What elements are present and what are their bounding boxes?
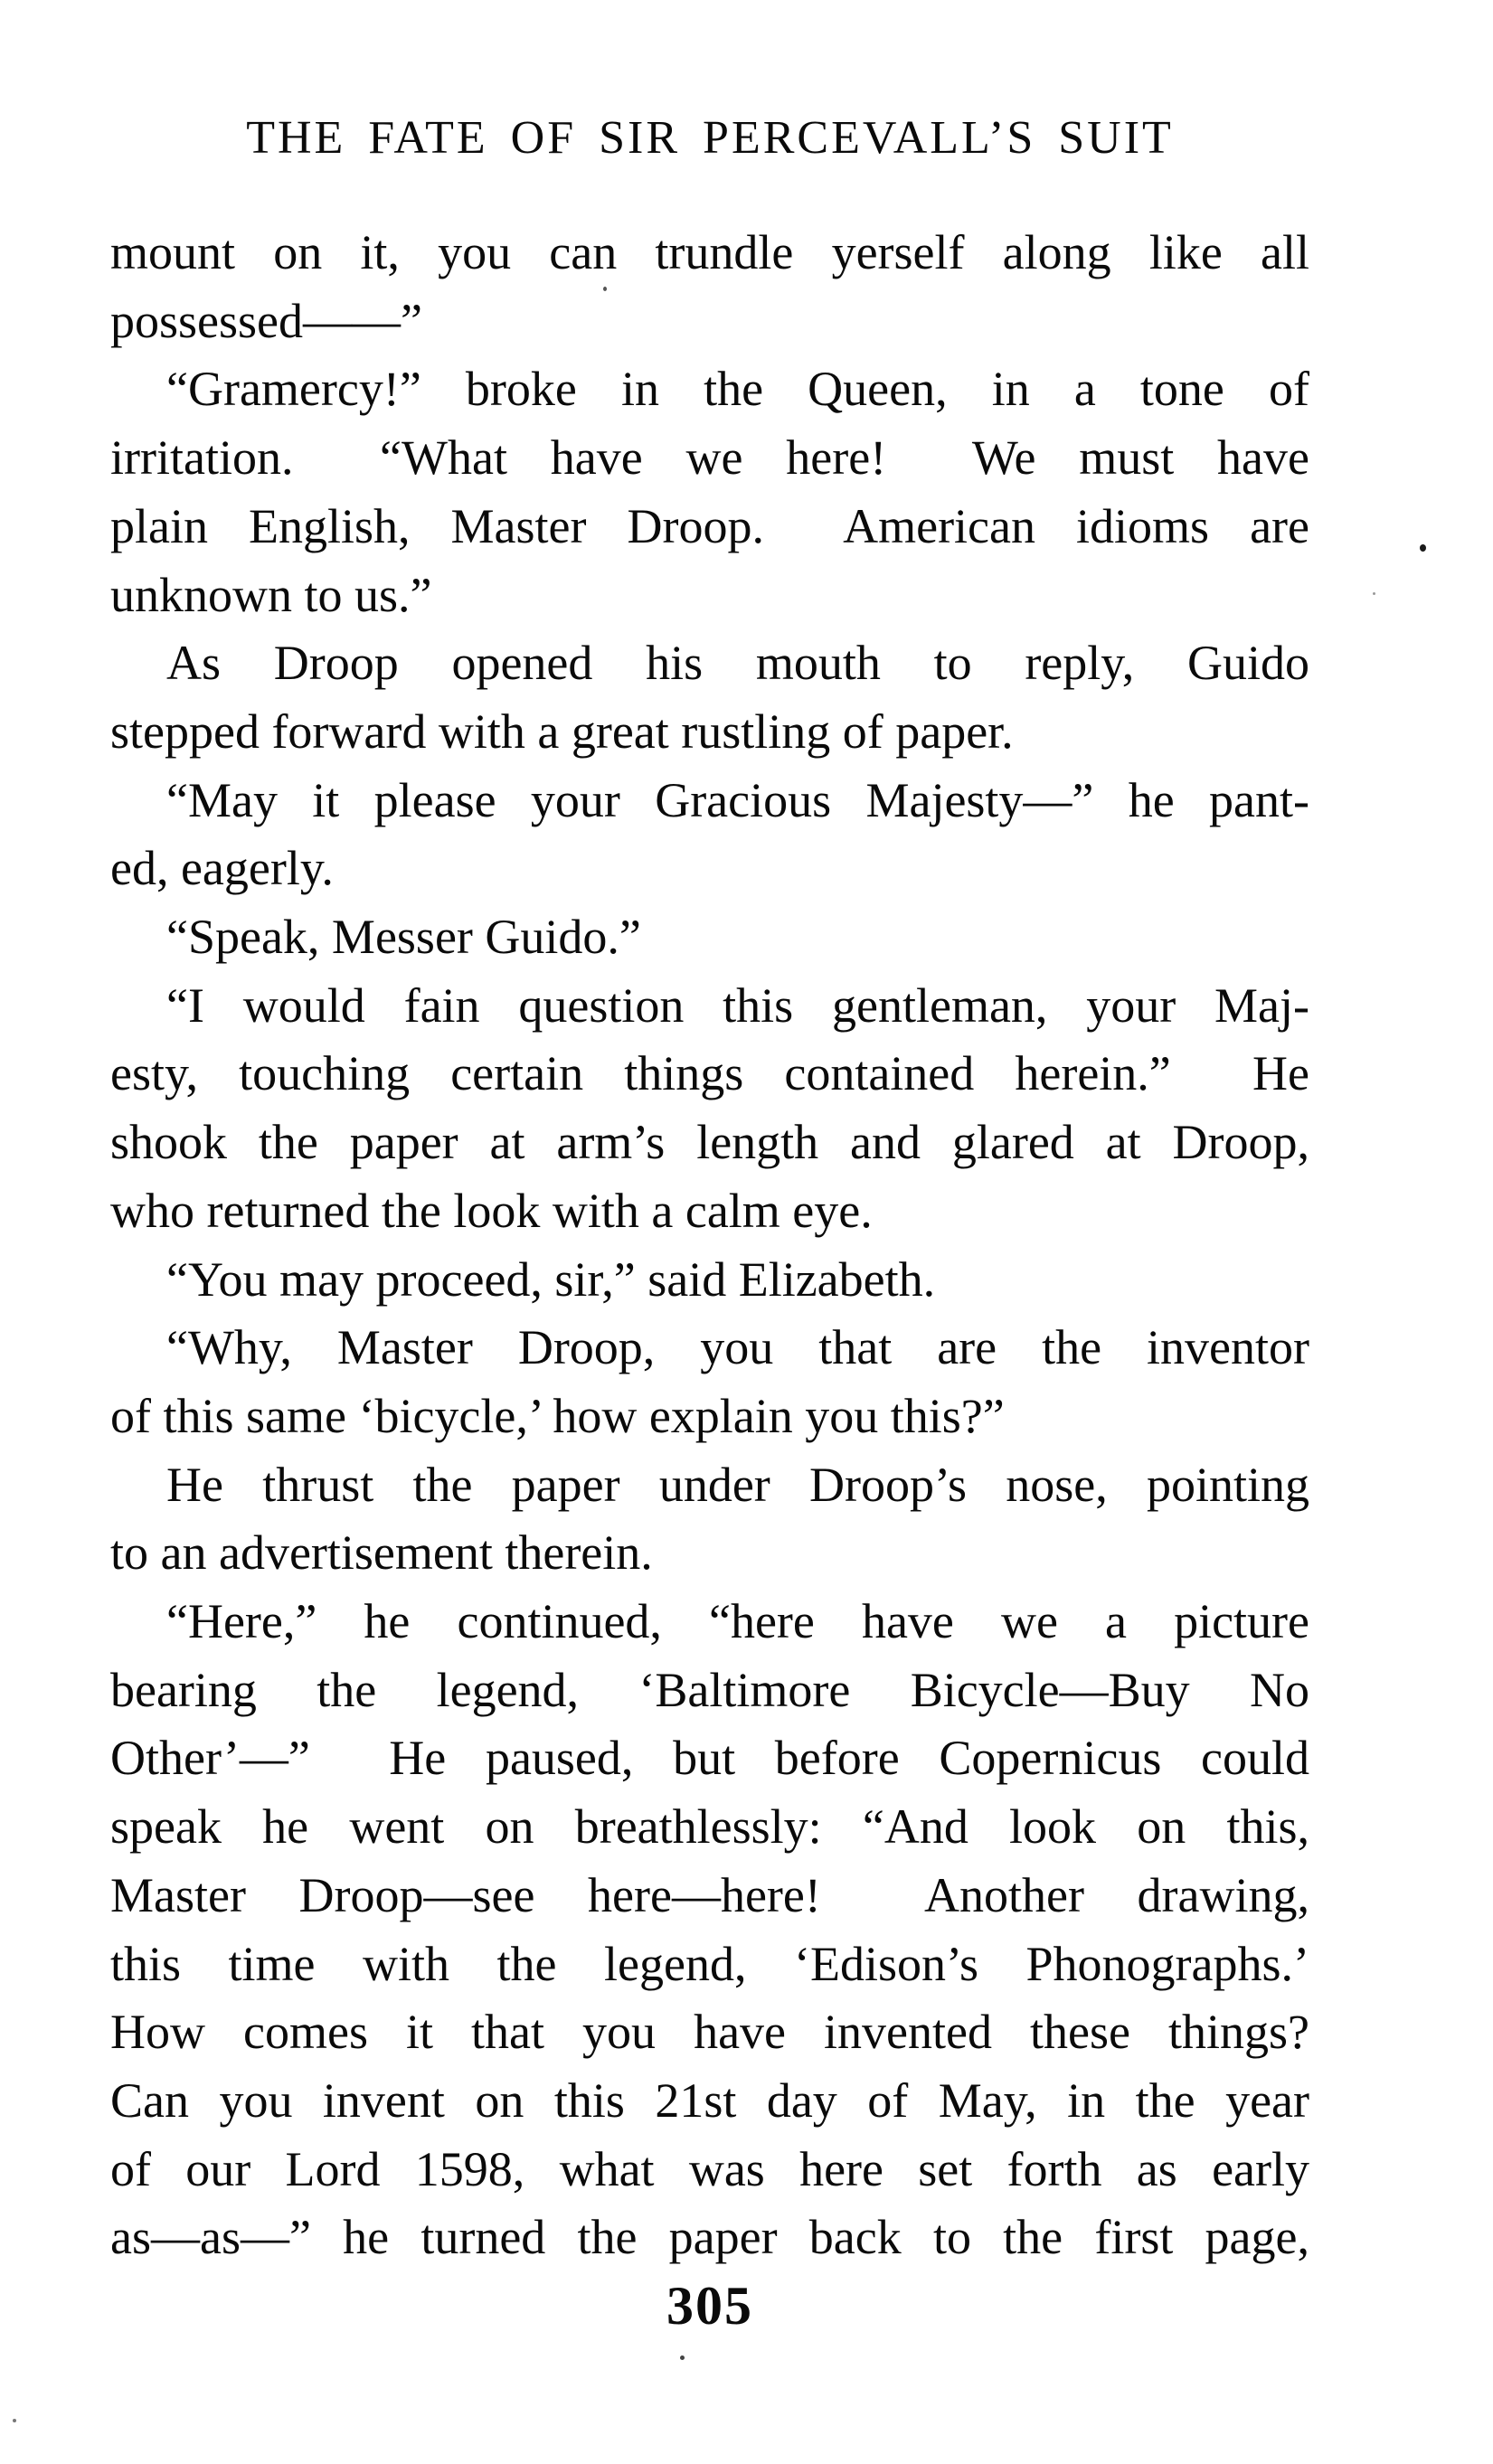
text-line: this time with the legend, ‘Edison’s Phonographs.’ — [110, 1936, 1309, 1991]
running-header: THE FATE OF SIR PERCEVALL’S SUIT — [246, 112, 1174, 164]
paragraph — [110, 972, 1309, 1246]
paragraph — [110, 767, 1309, 903]
text-line: speak he went on breathlessly: “And look on this, — [110, 1799, 1309, 1855]
text-line: plain English, Master Droop. American idioms are — [110, 498, 1309, 553]
text-line: of this same ‘bicycle,’ how explain you this?” — [110, 1388, 1005, 1443]
text-line: Other’—” He paused, but before Copernicus could — [110, 1731, 1309, 1786]
paragraph — [110, 1246, 1309, 1315]
text-line: as—as—” he turned the paper back to the first page, — [110, 2210, 1309, 2265]
text-line: Master Droop—see here—here! Another drawing, — [110, 1867, 1309, 1922]
text-line: esty, touching certain things contained herein.” He — [110, 1046, 1309, 1101]
text-line: “Why, Master Droop, you that are the inventor — [166, 1320, 1309, 1375]
scan-speck — [603, 287, 607, 291]
text-line: “Gramercy!” broke in the Queen, in a tone of — [166, 362, 1309, 417]
paragraph — [110, 1451, 1309, 1588]
text-line: who returned the look with a calm eye. — [110, 1183, 873, 1238]
paragraph — [110, 629, 1309, 766]
scan-speck — [1373, 592, 1375, 595]
paragraph — [110, 903, 1309, 972]
text-line: stepped forward with a great rustling of paper. — [110, 703, 1014, 759]
text-line: How comes it that you have invented these things? — [110, 2005, 1309, 2060]
text-line: As Droop opened his mouth to reply, Guido — [166, 636, 1309, 691]
paragraph — [110, 1314, 1309, 1450]
text-line: Can you invent on this 21st day of May, in the year — [110, 2072, 1309, 2128]
text-line: shook the paper at arm’s length and glared at Droop, — [110, 1115, 1309, 1170]
paragraph — [110, 219, 1309, 355]
paragraph — [110, 1588, 1309, 2272]
text-line: He thrust the paper under Droop’s nose, pointing — [166, 1457, 1309, 1512]
page-number: 305 — [666, 2276, 753, 2336]
text-line: to an advertisement therein. — [110, 1525, 653, 1581]
text-line: bearing the legend, ‘Baltimore Bicycle—Buy No — [110, 1662, 1309, 1717]
body-text — [110, 219, 1309, 2272]
text-line: “You may proceed, sir,” said Elizabeth. — [166, 1251, 936, 1307]
scan-speck — [1420, 544, 1426, 552]
text-line: “Speak, Messer Guido.” — [166, 910, 641, 965]
text-line: “Here,” he continued, “here have we a picture — [166, 1594, 1309, 1649]
scan-speck — [13, 2419, 16, 2422]
text-line: possessed——” — [110, 293, 422, 348]
paragraph — [110, 355, 1309, 629]
text-line: ed, eagerly. — [110, 841, 334, 896]
text-line: “May it please your Gracious Majesty—” he pant- — [166, 772, 1309, 827]
text-line: irritation. “What have we here! We must have — [110, 430, 1309, 486]
scan-speck — [680, 2355, 685, 2360]
text-line: of our Lord 1598, what was here set forth as early — [110, 2141, 1309, 2196]
text-line: unknown to us.” — [110, 567, 432, 622]
text-line: “I would fain question this gentleman, your Maj- — [166, 977, 1309, 1033]
text-line: mount on it, you can trundle yerself along like all — [110, 225, 1309, 279]
